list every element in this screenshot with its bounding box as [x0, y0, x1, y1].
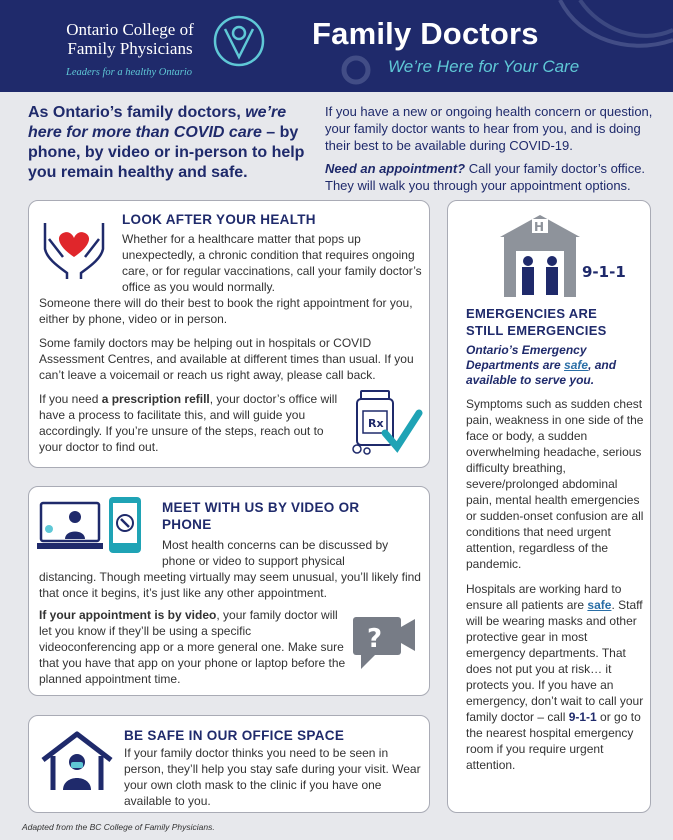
video-paragraph-1: Most health concerns can be discussed by phone or video to support physical — [162, 538, 389, 568]
safe-link-2[interactable]: safe — [587, 598, 612, 612]
card-look-after-health — [28, 200, 430, 468]
hospital-staff-icon — [496, 211, 626, 301]
header-banner — [0, 0, 673, 92]
heart-hands-icon — [39, 213, 109, 279]
question-mark: ? — [367, 624, 383, 654]
prescription-bottle-icon — [351, 389, 423, 455]
house-mask-icon — [39, 730, 115, 792]
card-office-space — [28, 715, 430, 813]
health-paragraph-1b: Someone there will do their best to book the right appointment for you, either by phone, video or in person. — [39, 296, 413, 326]
health-heading: LOOK AFTER YOUR HEALTH — [122, 212, 316, 227]
office-heading: BE SAFE IN OUR OFFICE SPACE — [124, 728, 345, 743]
emergency-subheading: Ontario’s Emergency Departments are safe, and available to serve you. — [466, 343, 617, 387]
video-call-laptop-icon — [37, 499, 103, 555]
health-paragraph-3: If you need a prescription refill, your doctor’s office will have a process to facilitate this, and will guide you accordingly. If you’re unsure of the steps, reach out to your doctor to find out. — [39, 392, 338, 454]
hospital-letter: H — [534, 220, 545, 234]
video-paragraph-1b: distancing. Though meeting virtually may seem unusual, you’ll likely find that once it begins, it’s just like any other appointment. — [39, 570, 421, 600]
rx-label: Rx — [368, 417, 384, 430]
card-emergencies — [447, 200, 651, 813]
phone-icon — [107, 495, 143, 555]
footer-credit: Adapted from the BC College of Family Physicians. — [22, 822, 215, 832]
org-tagline: Leaders for a healthy Ontario — [66, 67, 192, 78]
org-name: Ontario College of Family Physicians — [66, 20, 194, 58]
emergency-paragraph-1: Symptoms such as sudden chest pain, weakness in one side of the face or body, a sudden overwhelming headache, serious difficulty breathing, severe/prolonged abdominal pain, mental health emergencies or sudden-onset confusion are all conditions that need urgent attention, regardless of the pandemic. — [466, 397, 644, 571]
emergency-paragraph-2: Hospitals are working hard to ensure all patients are safe. Staff will be wearing masks and other protective gear in most emergency departments. That does not put you at risk… it protects you. If you have an emergency, don’t wait to call your family doctor – call 9-1-1 or go to the nearest hospital emergency room if you require urgent attention. — [466, 582, 644, 772]
emergency-heading: EMERGENCIES ARE STILL EMERGENCIES — [466, 306, 607, 338]
health-paragraph-2: Some family doctors may be helping out in hospitals or COVID Assessment Centres, and available at different times than usual. If you can’t leave a voicemail or reach us right away, please call back. — [39, 336, 414, 382]
page-title: Family Doctors — [312, 16, 539, 51]
page-subtitle: We’re Here for Your Care — [388, 57, 580, 76]
office-paragraph-1: If your family doctor thinks you need to be seen in person, they’ll help you stay safe during your visit. Wear your own cloth mask to the clinic if you have one available to you. — [124, 746, 421, 808]
intro-details: If you have a new or ongoing health concern or question, your family doctor wants to hear from you, and is doing their best to be available during COVID-19. Need an appointment? Call your family doctor’s office. They will walk you through your appointment options. — [325, 104, 653, 193]
ocfp-logo-icon — [213, 13, 265, 69]
nine-one-one-badge: 9-1-1 — [582, 263, 626, 281]
health-paragraph-1: Whether for a healthcare matter that pops up unexpectedly, a chronic condition that requires ongoing care, or for regular vaccinations, call your family doctor’s office as you would normally. — [122, 232, 422, 294]
video-paragraph-2: If your appointment is by video, your family doctor will let you know if they’ll be using a specific videoconferencing app or a more general one. Make sure that you have that app on your phone or laptop before the planned appointment time. — [39, 608, 346, 686]
card-video-phone — [28, 486, 430, 696]
intro-statement: As Ontario’s family doctors, we’re here for more than COVID care – by phone, by video or in-person to help you remain healthy and safe. — [28, 104, 305, 181]
video-heading: MEET WITH US BY VIDEO OR PHONE — [162, 500, 360, 532]
safe-link[interactable]: safe — [564, 358, 589, 372]
video-question-icon — [351, 615, 417, 671]
